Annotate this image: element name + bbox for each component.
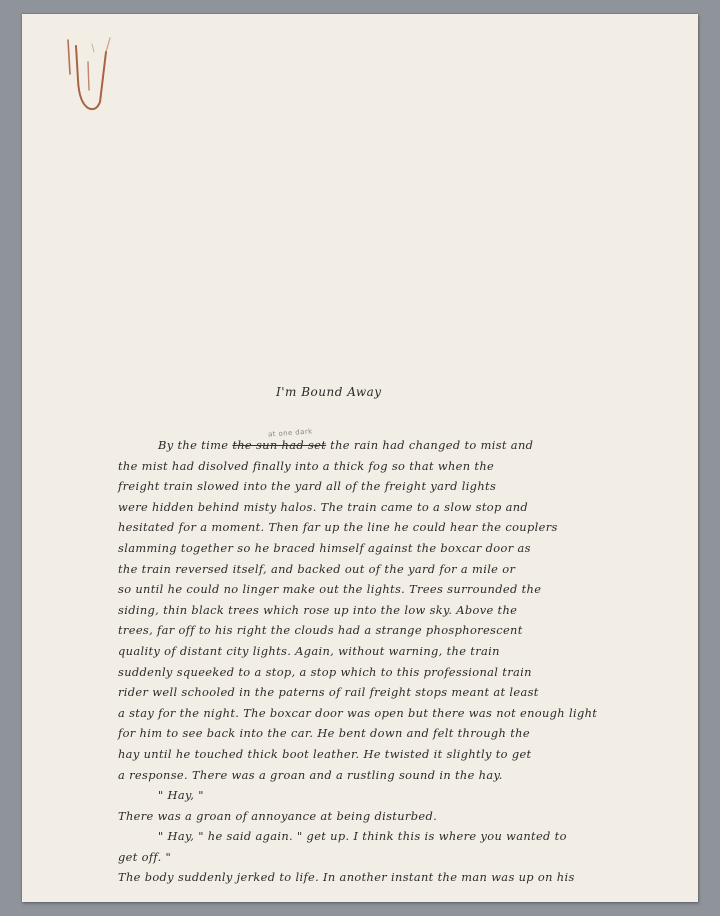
story-title: I'm Bound Away <box>276 385 382 399</box>
struck-through-text: the sun had set <box>232 438 327 452</box>
text-line: the train reversed itself, and backed out of the yard for a mile or <box>118 561 516 576</box>
story-body <box>118 435 678 888</box>
first-line-lead: By the time <box>158 438 229 452</box>
text-line: a response. There was a groan and a rustling sound in the hay. <box>118 767 503 782</box>
handwritten-insert: at one dark <box>267 427 313 439</box>
text-line: the mist had disolved finally into a thick fog so that when the <box>118 458 495 473</box>
text-line: for him to see back into the car. He bent down and felt through the <box>118 726 530 741</box>
dialogue-line: " Hay, " he said again. " get up. I think this is where you wanted to <box>158 829 567 844</box>
text-line: hesitated for a moment. Then far up the line he could hear the couplers <box>118 520 558 535</box>
text-line: so until he could no linger make out the lights. Trees surrounded the <box>118 582 542 597</box>
text-line: a stay for the night. The boxcar door was open but there was not enough light <box>118 705 598 720</box>
text-line: There was a groan of annoyance at being disturbed. <box>118 808 438 823</box>
text-line: were hidden behind misty halos. The train came to a slow stop and <box>118 499 529 514</box>
text-line: get off. " <box>118 849 172 864</box>
text-line: siding, thin black trees which rose up into the low sky. Above the <box>118 602 518 617</box>
text-line: hay until he touched thick boot leather. He twisted it slightly to get <box>118 746 532 761</box>
text-line: suddenly squeeked to a stop, a stop which to this professional train <box>118 664 532 679</box>
first-line-rest: the rain had changed to mist and <box>330 438 534 452</box>
paperclip-rust-mark-icon <box>48 22 118 122</box>
text-line: quality of distant city lights. Again, without warning, the train <box>118 643 500 658</box>
text-line: rider well schooled in the paterns of rail freight stops meant at least <box>118 685 539 700</box>
paragraph-first-line <box>118 435 678 456</box>
text-line: trees, far off to his right the clouds had a strange phosphorescent <box>118 623 523 638</box>
text-line: The body suddenly jerked to life. In another instant the man was up on his <box>118 870 575 885</box>
dialogue-line: " Hay, " <box>158 788 204 803</box>
text-line: freight train slowed into the yard all of the freight yard lights <box>118 479 497 494</box>
text-line: slamming together so he braced himself against the boxcar door as <box>118 540 531 555</box>
